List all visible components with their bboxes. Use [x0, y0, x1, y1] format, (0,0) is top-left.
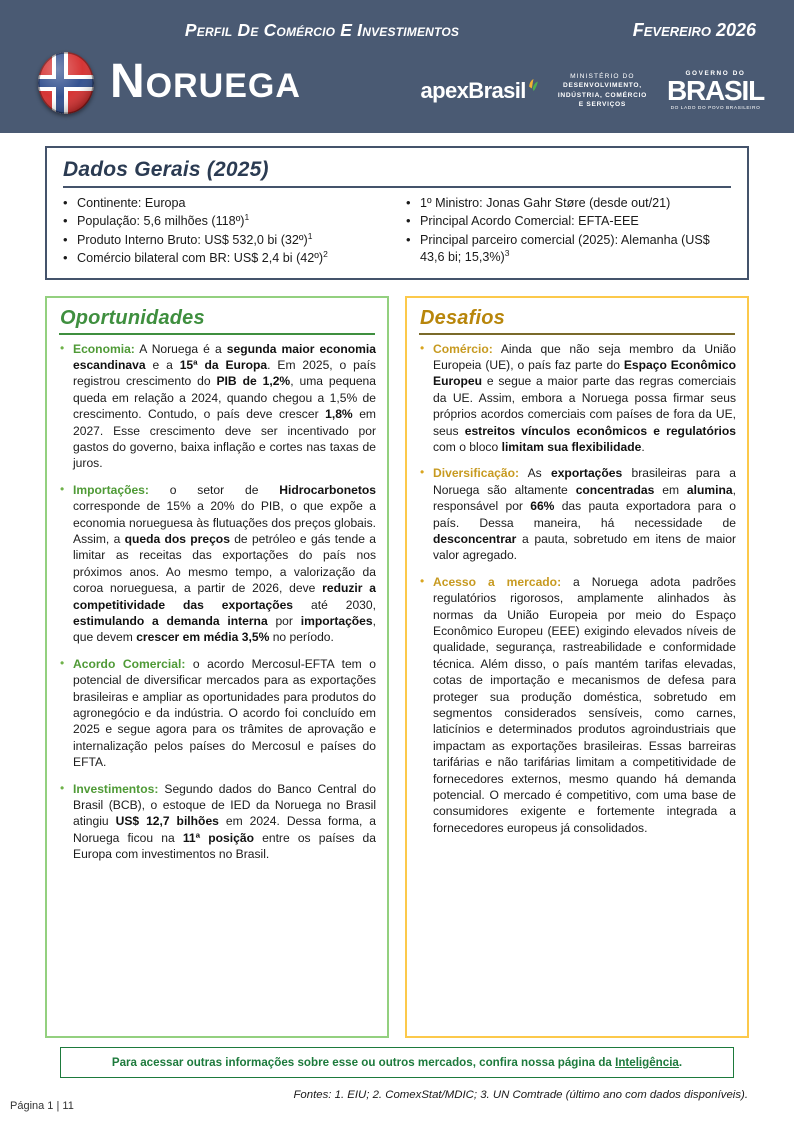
- panel-bullet-item: [418, 465, 736, 563]
- header-title-row: [0, 20, 794, 46]
- dados-gerais-item: • 1º Ministro: Jonas Gahr Støre (desde out/21): [404, 195, 733, 213]
- oportunidades-panel: [45, 296, 389, 1038]
- panels-container: [45, 296, 749, 1038]
- page-header: [0, 0, 794, 133]
- country-title: Noruega: [110, 55, 301, 108]
- panel-bullet-item: [58, 781, 376, 863]
- desafios-list: [418, 341, 736, 837]
- ministry-logo: [558, 72, 647, 110]
- apexbrasil-logo-text: apexBrasil: [420, 77, 526, 103]
- governo-logo-main: BRASIL: [666, 75, 764, 106]
- dados-gerais-right-column: [390, 195, 733, 269]
- dados-gerais-box: [45, 146, 749, 280]
- bullet-body: a Noruega adota padrões regulatórios rigorosos, amplamente alinhados às normas da União Europeia por meio do Espaço Econômico Europeu (EEE) exigindo elevados níveis de qualidade, segurança, rastreabilidade e conformidade técnica. Além disso, o país mantém tarifas elevadas, cotas de importação e mecanismos de defesa para proteger sua produção doméstica, sobretudo em segmentos considerados sensíveis, como carnes, laticínios e determinados produtos agroindustriais que impactam as exportações brasileiras. Essas barreiras tarifárias e não tarifárias limitam a competitividade de fornecedores externos, mesmo quando há demanda potencial. O mercado é competitivo, com uma base de consumidores exigente e fortemente integrada a fornecedores europeus já consolidados.: [433, 574, 736, 835]
- cta-text-end: .: [678, 1056, 683, 1069]
- bullet-body: A Noruega é a segunda maior economia escandinava e a 15ª da Europa. Em 2025, o país registrou crescimento do PIB de 1,2%, uma pequena queda em relação a 2024, quando chegou a 1,5% de crescimento. Contudo, o país deve crescer 1,8% em 2027. Esse crescimento deve ser incentivado por gastos do governo, baixa inflação e cortes nas taxas de juros.: [73, 341, 377, 471]
- panel-bullet-item: [418, 574, 736, 837]
- governo-logo-bottom: DO LADO DO POVO BRASILEIRO: [670, 106, 761, 111]
- oportunidades-divider: [59, 333, 375, 335]
- ministry-line-4: E SERVIÇOS: [578, 101, 626, 108]
- bullet-lead: Economia:: [73, 341, 135, 356]
- bullet-lead: Acordo Comercial:: [73, 656, 186, 671]
- norway-flag-icon: [38, 52, 94, 114]
- dados-gerais-right-list: [404, 195, 733, 267]
- bullet-body: As exportações brasileiras para a Noruega são altamente concentradas em alumina, responsável por 66% das pauta exportadora para o país. Dessa maneira, há necessidade de desconcentrar a pauta, sobretudo em itens de maior valor agregado.: [433, 466, 737, 563]
- bullet-lead: Comércio:: [433, 341, 493, 356]
- bullet-body: o acordo Mercosul-EFTA tem o potencial de diversificar mercados para as exportações brasileiras e ampliar as oportunidades para produtos do agronegócio e da indústria. O acordo foi concluído em 2025 e segue agora para os trâmites de aprovação e internalização pelos países do Mercosul e países do EFTA.: [73, 656, 376, 770]
- desafios-divider: [419, 333, 735, 335]
- intelligence-cta-box[interactable]: [60, 1047, 734, 1078]
- header-kicker: Perfil De Comércio E Investimentos: [184, 20, 460, 40]
- dados-gerais-left-column: [61, 195, 390, 269]
- footnote-ref: 3: [504, 247, 510, 258]
- panel-bullet-item: [58, 482, 376, 646]
- dados-gerais-item: • Principal parceiro comercial (2025): Alemanha (US$ 43,6 bi; 15,3%)$^3$: [404, 232, 733, 267]
- dados-gerais-item: • Comércio bilateral com BR: US$ 2,4 bi (42º)$^2$: [61, 250, 390, 268]
- dados-gerais-left-list: [61, 195, 390, 268]
- bullet-body: o setor de Hidrocarbonetos corresponde de 15% a 20% do PIB, o que expõe a economia norueguesa às flutuações dos preços globais. Assim, a queda dos preços de petróleo e gás tende a limitar as receitas das exportações do país nos próximos anos. Ao mesmo tempo, a valorização da coroa norueguesa, a partir de 2026, deve reduzir a competitividade das exportações até 2030, estimulando a demanda interna por importações, que devem crescer em média 3,5% no período.: [73, 482, 377, 645]
- footnote-ref: 1: [244, 211, 250, 222]
- ministry-line-3: INDÚSTRIA, COMÉRCIO: [557, 91, 647, 99]
- panel-bullet-item: [58, 341, 376, 472]
- header-date: Fevereiro 2026: [632, 20, 756, 40]
- footnote-ref: 1: [307, 230, 313, 241]
- panel-bullet-item: [58, 656, 376, 771]
- header-logos: [421, 70, 764, 111]
- cta-text-lead: Para acessar outras informações sobre esse ou outros mercados, confira nossa página da: [111, 1056, 616, 1069]
- bullet-lead: Importações:: [73, 482, 149, 497]
- dados-gerais-item: • Continente: Europa: [61, 195, 390, 213]
- dados-gerais-item: • População: 5,6 milhões (118º)$^1$: [61, 213, 390, 231]
- desafios-panel: [405, 296, 749, 1038]
- bullet-body: Segundo dados do Banco Central do Brasil (BCB), o estoque de IED da Noruega no Brasil atingiu US$ 12,7 bilhões em 2024. Dessa forma, a Noruega ficou na 11ª posição entre os países da Europa com investimentos no Brasil.: [73, 781, 376, 862]
- governo-brasil-logo: [667, 70, 764, 111]
- bullet-lead: Diversificação:: [433, 466, 520, 481]
- ministry-line-1: MINISTÉRIO DO: [570, 72, 635, 80]
- inteligencia-link[interactable]: Inteligência: [615, 1056, 679, 1069]
- dados-gerais-item: • Produto Interno Bruto: US$ 532,0 bi (32º)$^1$: [61, 232, 390, 250]
- ministry-line-2: DESENVOLVIMENTO,: [563, 82, 642, 89]
- bullet-lead: Investimentos:: [73, 781, 159, 796]
- dados-gerais-title: Dados Gerais (2025): [63, 158, 269, 181]
- panel-bullet-item: [418, 341, 736, 456]
- apexbrasil-logo: [421, 78, 538, 104]
- oportunidades-list: [58, 341, 376, 863]
- intelligence-cta-text: [112, 1056, 682, 1069]
- dados-gerais-divider: [63, 186, 731, 188]
- dados-gerais-item: • Principal Acordo Comercial: EFTA-EEE: [404, 213, 733, 231]
- desafios-title: Desafios: [420, 307, 505, 329]
- apexbrasil-leaf-icon: [529, 79, 538, 91]
- fontes-note: Fontes: 1. EIU; 2. ComexStat/MDIC; 3. UN Comtrade (último ano com dados disponíveis).: [293, 1089, 748, 1101]
- bullet-body: Ainda que não seja membro da União Europeia (UE), o país faz parte do Espaço Econômico Europeu e segue a maior parte das regras comerciais da UE. Assim, embora a Noruega possa firmar seus próprios acordos comerciais com países de fora da UE, seus estreitos vínculos econômicos e regulatórios com o bloco limitam sua flexibilidade.: [433, 341, 737, 454]
- governo-logo-top: GOVERNO DO: [685, 70, 746, 77]
- footnote-ref: 2: [323, 248, 328, 259]
- page-number: Página 1 | 11: [10, 1100, 74, 1112]
- oportunidades-title: Oportunidades: [60, 307, 205, 329]
- bullet-lead: Acesso a mercado:: [433, 574, 562, 589]
